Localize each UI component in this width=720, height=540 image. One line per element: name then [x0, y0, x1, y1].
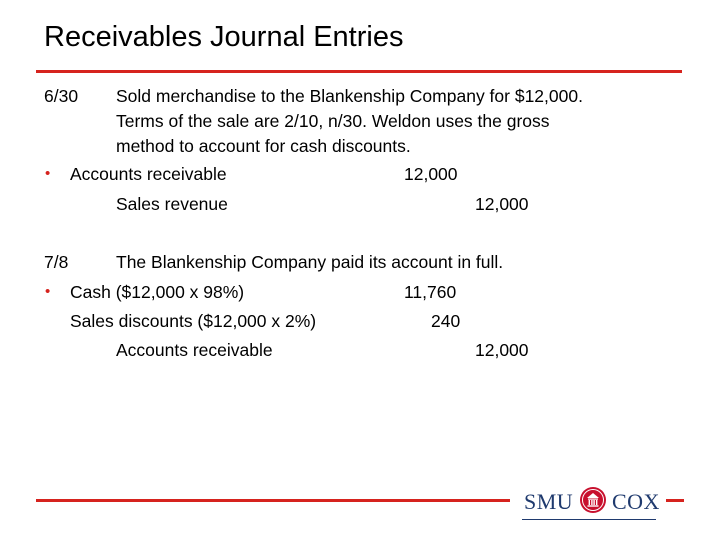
- entry1-date: 6/30: [44, 86, 79, 106]
- entry1-description-line3: method to account for cash discounts.: [116, 136, 411, 156]
- entry2-debit1-account: Cash ($12,000 x 98%): [70, 282, 245, 302]
- footer-divider-left: [36, 499, 510, 502]
- entry2-debit1-amount: 11,760: [404, 282, 457, 302]
- slide-title: Receivables Journal Entries: [44, 21, 404, 53]
- entry2-credit-account: Accounts receivable: [116, 340, 273, 360]
- entry1-credit-amount: 12,000: [475, 194, 529, 214]
- logo-text-smu: SMU: [524, 489, 574, 514]
- bullet-icon: •: [45, 283, 51, 300]
- smu-cox-logo: [520, 481, 660, 521]
- entry1-debit-account: Accounts receivable: [70, 164, 227, 184]
- entry1-description-line2: Terms of the sale are 2/10, n/30. Weldon uses the gross: [116, 111, 550, 131]
- entry2-date: 7/8: [44, 252, 69, 272]
- seal-icon: [579, 486, 607, 514]
- entry2-description: The Blankenship Company paid its account in full.: [116, 252, 504, 272]
- entry1-description-line1: Sold merchandise to the Blankenship Company for $12,000.: [116, 86, 583, 106]
- bullet-icon: •: [45, 165, 51, 182]
- entry2-credit-amount: 12,000: [475, 340, 529, 360]
- logo-underline: [522, 519, 656, 520]
- entry2-debit2-amount: 240: [431, 311, 461, 331]
- logo-text-cox: COX: [612, 489, 660, 514]
- entry1-credit-account: Sales revenue: [116, 194, 228, 214]
- entry1-debit-amount: 12,000: [404, 164, 458, 184]
- entry2-debit2-account: Sales discounts ($12,000 x 2%): [70, 311, 317, 331]
- footer-divider-right: [666, 499, 684, 502]
